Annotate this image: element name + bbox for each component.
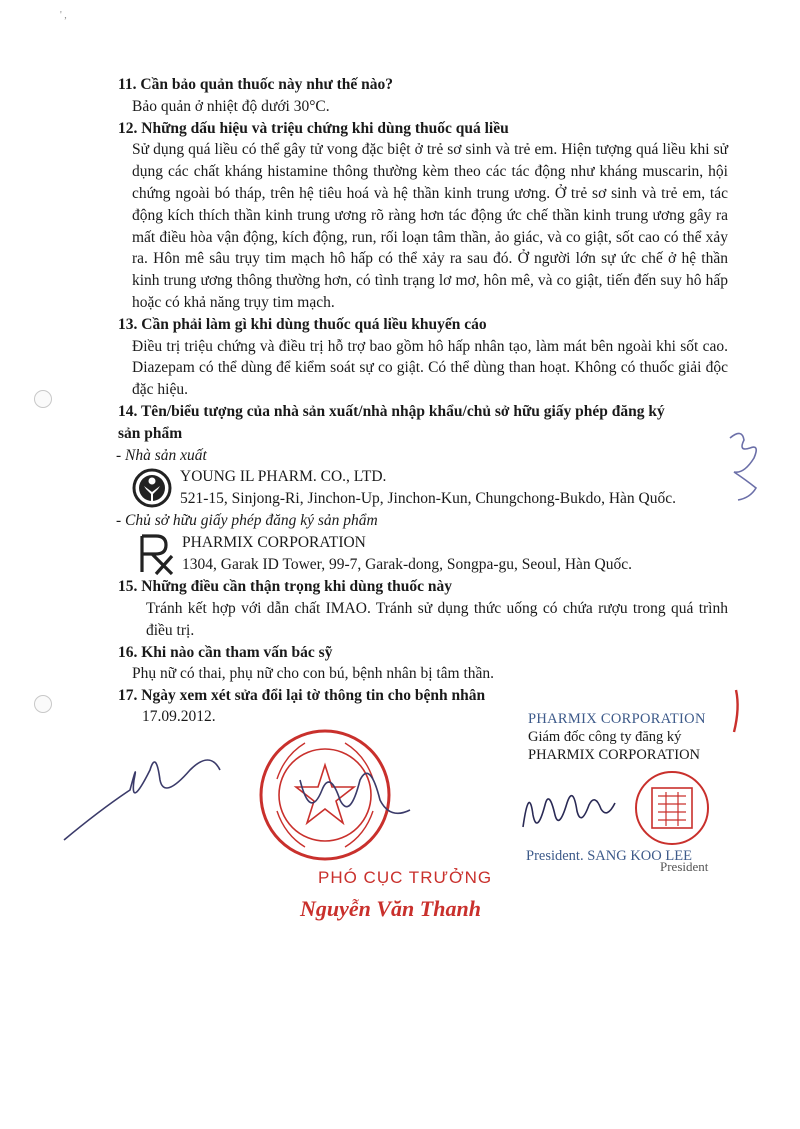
- director-title: Giám đốc công ty đăng ký: [528, 729, 682, 745]
- review-date: 17.09.2012.: [142, 708, 216, 725]
- license-holder-address: 1304, Garak ID Tower, 99-7, Garak-dong, Songpa-gu, Seoul, Hàn Quốc.: [182, 555, 632, 573]
- section-12-heading: 12. Những dấu hiệu và triệu chứng khi dùng thuốc quá liều: [118, 119, 509, 137]
- section-16-body: Phụ nữ có thai, phụ nữ cho con bú, bệnh nhân bị tâm thần.: [132, 665, 495, 683]
- rx-logo-icon: [138, 532, 174, 576]
- manufacturer-address: 521-15, Sinjong-Ri, Jinchon-Up, Jinchon-Kun, Chungchong-Bukdo, Hàn Quốc.: [180, 490, 676, 508]
- document-body: [118, 74, 728, 707]
- section-16-heading: 16. Khi nào cần tham vấn bác sỹ: [118, 643, 333, 661]
- punch-hole-top: [34, 390, 52, 408]
- manufacturer-name: YOUNG IL PHARM. CO., LTD.: [180, 468, 387, 486]
- punch-hole-bottom: [34, 695, 52, 713]
- section-11-body: Bảo quản ở nhiệt độ dưới 30°C.: [132, 97, 330, 115]
- director-company: PHARMIX CORPORATION: [528, 747, 701, 763]
- section-14-heading: 14. Tên/biểu tượng của nhà sản xuất/nhà nhập khẩu/chủ sở hữu giấy phép đăng ký sản phẩm: [118, 402, 665, 442]
- section-15-body: Tránh kết hợp với dẫn chất IMAO. Tránh sử dụng thức uống có chứa rượu trong quá trình điều trị.: [146, 599, 728, 639]
- license-holder-entry: [118, 532, 728, 576]
- official-name: Nguyễn Văn Thanh: [300, 896, 481, 921]
- company-stamp: PHARMIX CORPORATION: [528, 711, 706, 727]
- section-13-heading: 13. Cần phải làm gì khi dùng thuốc quá liều khuyến cáo: [118, 315, 487, 333]
- scan-mark: ' ,: [60, 10, 67, 21]
- company-seal-icon: [632, 768, 712, 848]
- official-title: PHÓ CỤC TRƯỞNG: [318, 868, 493, 887]
- manufacturer-entry: [118, 466, 728, 510]
- president-signature: [515, 775, 635, 845]
- section-15-heading: 15. Những điều cần thận trọng khi dùng thuốc này: [118, 578, 453, 596]
- license-holder-name: PHARMIX CORPORATION: [182, 534, 366, 552]
- young-il-logo-icon: [132, 466, 172, 510]
- license-holder-label: - Chủ sở hữu giấy phép đăng ký sản phẩm: [116, 512, 378, 530]
- section-12-body: Sử dụng quá liều có thể gây tử vong đặc biệt ở trẻ sơ sinh và trẻ em. Hiện tượng quá liều khi sử dụng các chất kháng histamine thông thường kèm theo các tác động như kháng muscarin, hội chứng ngoài bó tháp, trên hệ tiêu hoá và hệ thần kinh trung ương. Ở trẻ sơ sinh và trẻ em, tác động kích thích thần kinh trung ương rõ ràng hơn tác động ức chế thần kinh trung ương gây ra mất điều hòa vận động, kích động, run, rối loạn tâm thần, ảo giác, và co giật, sốt cao có thể xảy ra. Hôn mê sâu trụy tim mạch hô hấp có thể xảy ra sau đó. Ở người lớn sự ức chế ở hệ thần kinh trung ương thông thường hơn, có tình trạng lơ mơ, hôn mê, và co giật, tiến đến suy hô hấp hoặc có khả năng trụy tim mạch.: [132, 141, 728, 311]
- section-13-body: Điều trị triệu chứng và điều trị hỗ trợ bao gồm hô hấp nhân tạo, làm mát bên ngoài khi sốt cao. Diazepam có thể dùng để kiểm soát sự co giật. Có thể dùng than hoạt. Không có thuốc giải độc đặc hiệu.: [132, 337, 728, 399]
- section-11-heading: 11. Cần bảo quản thuốc này như thế nào?: [118, 76, 394, 93]
- official-signature: [60, 740, 420, 860]
- handwritten-initial-mark: [720, 428, 770, 508]
- signature-block: [528, 710, 788, 764]
- section-17-heading: 17. Ngày xem xét sửa đổi lại tờ thông tin cho bệnh nhân: [118, 687, 486, 705]
- president-signature-label: President: [660, 859, 709, 874]
- manufacturer-label: - Nhà sản xuất: [116, 446, 207, 464]
- president-stamp: President. SANG KOO LEE: [526, 848, 692, 864]
